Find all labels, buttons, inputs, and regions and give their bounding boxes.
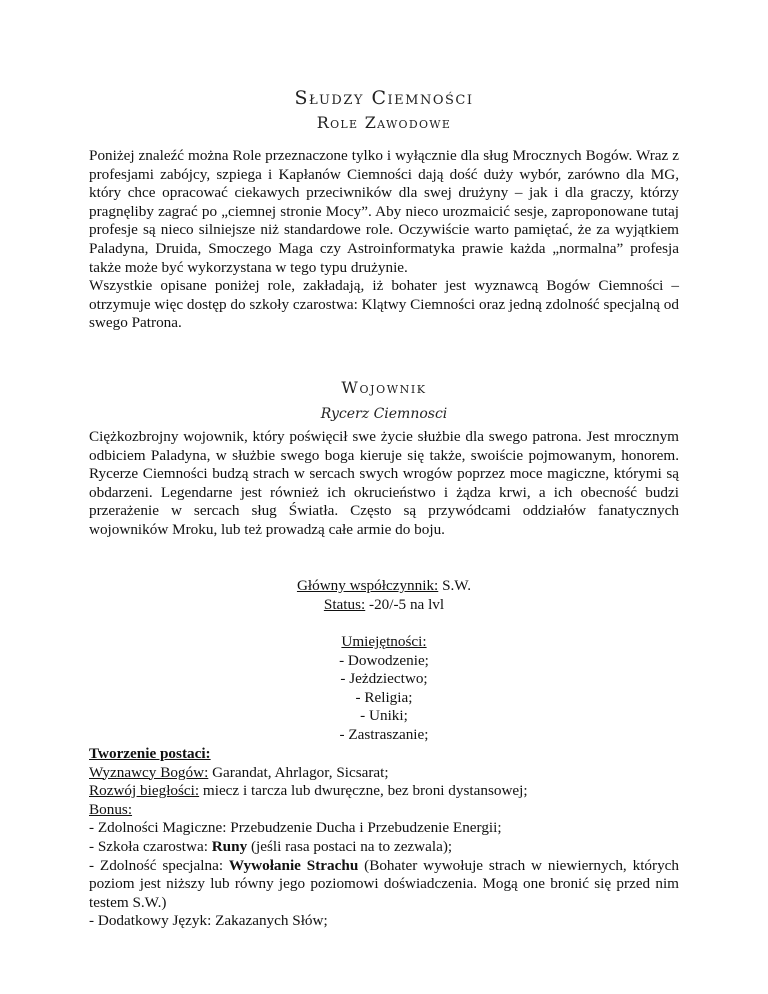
bonus-3-bold: Wywołanie Strachu	[228, 856, 359, 874]
bonus-3-pre: - Zdolność specjalna:	[89, 856, 229, 874]
character-creation	[89, 745, 679, 931]
status-line	[89, 596, 679, 615]
bonus-label: Bonus:	[89, 800, 133, 818]
skills-list	[89, 633, 679, 745]
weapons-line	[89, 782, 679, 801]
bonus-item	[89, 857, 679, 913]
gods-line	[89, 764, 679, 783]
bonus-2-post: (jeśli rasa postaci na to zezwala);	[247, 837, 453, 855]
main-coef-label: Główny współczynnik:	[296, 577, 439, 594]
weapons-value: miecz i tarcza lub dwuręczne, bez broni dystansowej;	[199, 782, 528, 800]
bonus-2-pre: - Szkoła czarostwa:	[89, 837, 212, 855]
skill-item: - Jeżdziectwo;	[340, 670, 428, 688]
intro-paragraph-2: Wszystkie opisane poniżej role, zakładają, iż bohater jest wyznawcą Bogów Ciemności – otrzymuje więc dostęp do szkoły czarostwa: Klątwy Ciemności oraz jedną zdolność specjalną od swego Patrona.	[89, 277, 679, 332]
page-title: Słudzy Ciemności	[294, 87, 474, 109]
main-coef-value: S.W.	[438, 577, 472, 594]
gods-value: Garandat, Ahrlagor, Sicsarat;	[208, 763, 389, 781]
skill-item: - Zastraszanie;	[339, 725, 429, 743]
role-name: Rycerz Ciemnosci	[320, 406, 448, 422]
skills-label: Umiejętności:	[341, 633, 427, 650]
gods-label: Wyznawcy Bogów:	[89, 763, 209, 781]
skill-item: - Dowodzenie;	[339, 651, 429, 669]
skill-item: - Religia;	[355, 688, 413, 706]
bonus-2-bold: Runy	[211, 837, 248, 855]
bonus-3-post: (Bohater wywołuje strach w niewiernych, których poziom jest niższy lub równy jego poziomowi doświadczenia. Mogą one bronić się przed nim testem S.W.)	[89, 856, 679, 911]
bonus-item: - Zdolności Magiczne: Przebudzenie Ducha i Przebudzenie Energii;	[89, 819, 502, 837]
page-subtitle: Role Zawodowe	[316, 113, 452, 132]
bonus-item: - Dodatkowy Język: Zakazanych Słów;	[89, 912, 328, 930]
skill-item: - Uniki;	[360, 707, 408, 725]
weapons-label: Rozwój biegłości:	[89, 782, 200, 800]
role-description: Ciężkozbrojny wojownik, który poświęcił swe życie służbie dla swego patrona. Jest mrocznym odbiciem Paladyna, w służbie swego boga kieruje się także, swoiście pojmowanym, honorem. Rycerze Ciemności budzą strach w sercach swych wrogów poprzez moce magiczne, którymi są obdarzeni. Legendarne jest również ich okrucieństwo i żądza krwi, a ich obecność budzi przerażenie w sercach sług Światła. Często są przywódcami oddziałów fanatycznych wojowników Mroku, lub też prowadzą całe armie do boju.	[89, 428, 679, 538]
intro-text	[89, 147, 679, 333]
intro-paragraph-1: Poniżej znaleźć można Role przeznaczone tylko i wyłącznie dla sług Mrocznych Bogów. Wraz z profesjami zabójcy, szpiega i Kapłanów Ciemności dają dość duży wybór, zarówno dla MG, który chce opracować ciekawych przeciwników dla swej drużyny – jak i dla graczy, którzy pragnęliby zagrać po „ciemnej stronie Mocy”. Aby nieco urozmaicić sesje, zaproponowane tutaj profesje są nieco silniejsze niż standardowe role. Oczywiście warto pamiętać, że za wyjątkiem Paladyna, Druida, Smoczego Maga czy Astroinformatyka prawie każda „normalna” profesja także może być wykorzystana w tego typu drużynie.	[89, 147, 679, 276]
bonus-item	[89, 838, 679, 857]
status-label: Status:	[323, 596, 366, 613]
main-coefficient	[89, 577, 679, 596]
status-value: -20/-5 na lvl	[365, 596, 445, 613]
section-heading: Wojownik	[341, 378, 427, 397]
creation-heading: Tworzenie postaci:	[89, 745, 211, 762]
